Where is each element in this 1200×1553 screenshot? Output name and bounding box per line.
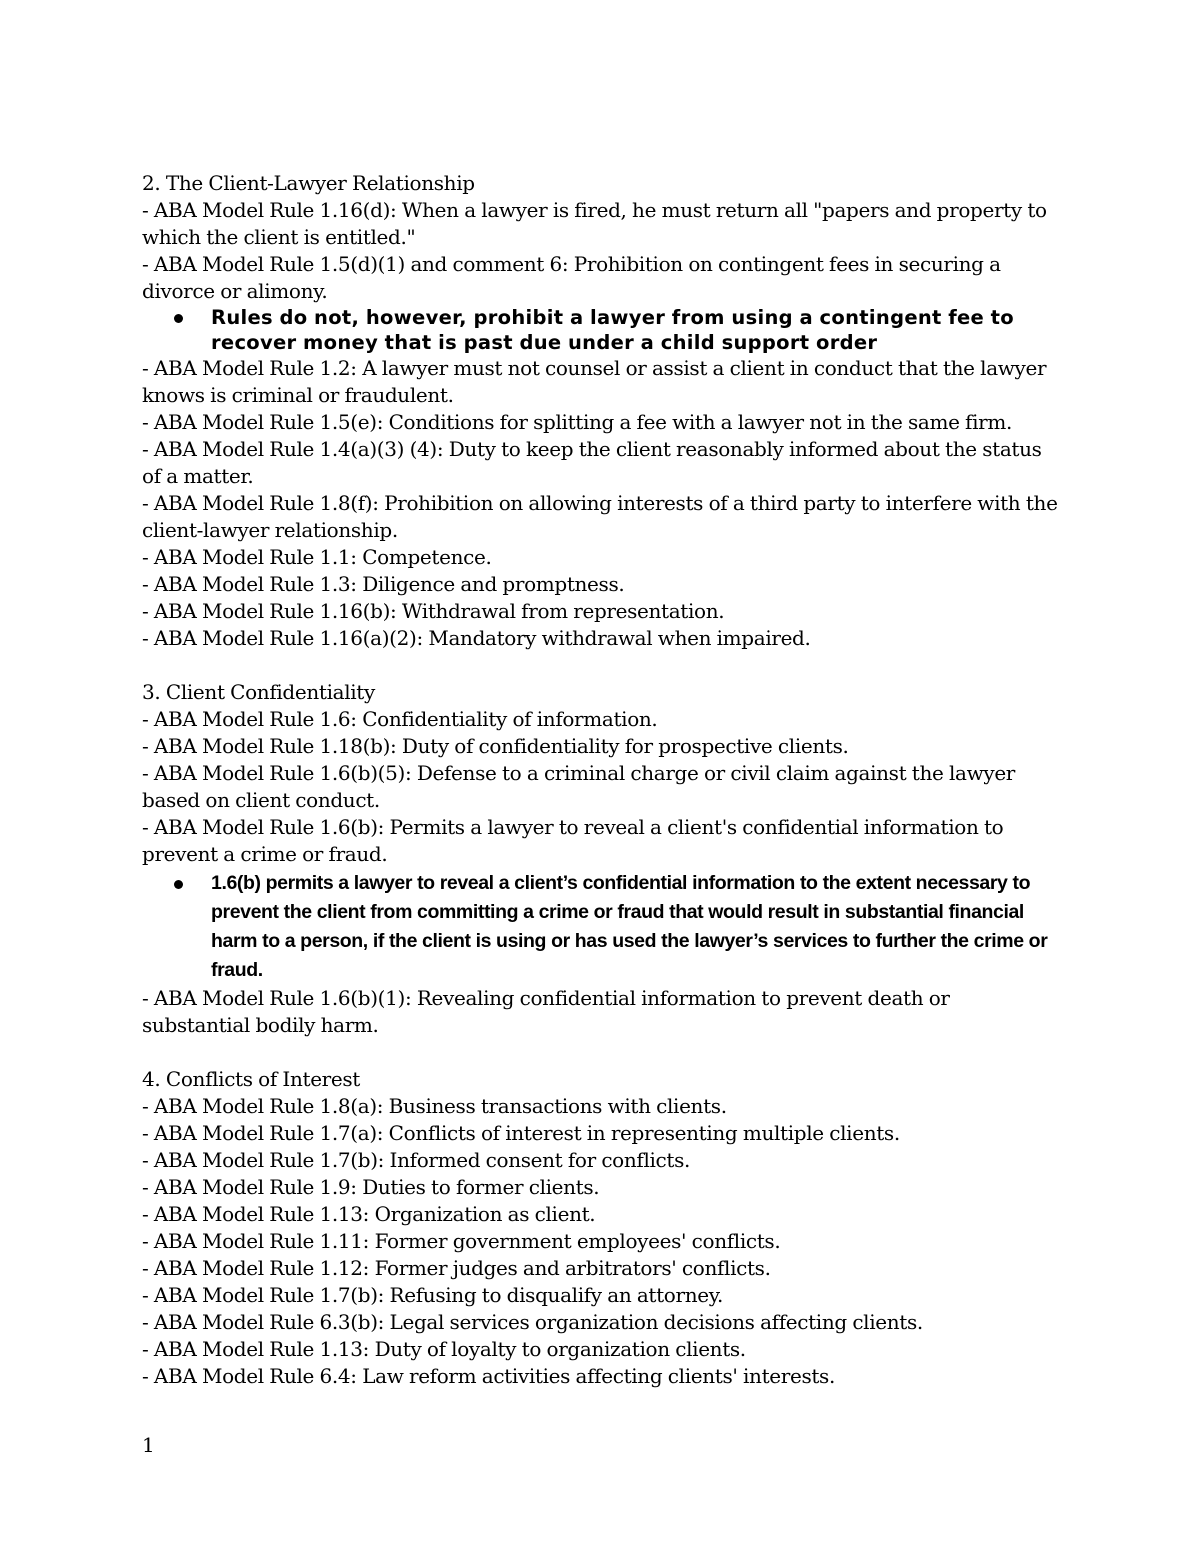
- rule-item: - ABA Model Rule 1.7(b): Refusing to disqualify an attorney.: [142, 1283, 724, 1307]
- rule-item: - ABA Model Rule 1.16(d): When a lawyer is fired, he must return all "papers and property to which the client is entitled.": [142, 198, 1047, 249]
- rule-item: - ABA Model Rule 1.12: Former judges and arbitrators' conflicts.: [142, 1256, 771, 1280]
- bullet-note: [142, 305, 1062, 355]
- rule-item: - ABA Model Rule 1.1: Competence.: [142, 545, 492, 569]
- page-number: 1: [142, 1433, 155, 1457]
- section-heading: 4. Conflicts of Interest: [142, 1067, 360, 1091]
- bullet-note: [142, 869, 1062, 985]
- section-heading: 3. Client Confidentiality: [142, 680, 375, 704]
- rule-item: - ABA Model Rule 1.6(b): Permits a lawyer to reveal a client's confidential information to prevent a crime or fraud.: [142, 815, 1004, 866]
- rule-item: - ABA Model Rule 1.16(a)(2): Mandatory withdrawal when impaired.: [142, 626, 811, 650]
- section-gap: [142, 652, 1062, 679]
- section-client-lawyer-relationship: [142, 170, 1062, 652]
- rule-item: - ABA Model Rule 1.6(b)(1): Revealing confidential information to prevent death or substantial bodily harm.: [142, 986, 950, 1037]
- rule-item: - ABA Model Rule 1.2: A lawyer must not counsel or assist a client in conduct that the lawyer knows is criminal or fraudulent.: [142, 356, 1047, 407]
- rule-item: - ABA Model Rule 1.16(b): Withdrawal from representation.: [142, 599, 725, 623]
- rule-item: - ABA Model Rule 1.13: Duty of loyalty to organization clients.: [142, 1337, 746, 1361]
- bullet-icon: [174, 314, 183, 323]
- rule-item: - ABA Model Rule 1.6(b)(5): Defense to a criminal charge or civil claim against the lawyer based on client conduct.: [142, 761, 1016, 812]
- bullet-text: 1.6(b) permits a lawyer to reveal a client’s confidential information to the extent necessary to prevent the client from committing a crime or fraud that would result in substantial financial harm to a person, if the client is using or has used the lawyer’s services to further the crime or fraud.: [211, 872, 1048, 981]
- section-heading: 2. The Client-Lawyer Relationship: [142, 171, 475, 195]
- rule-item: - ABA Model Rule 1.11: Former government employees' conflicts.: [142, 1229, 781, 1253]
- rule-item: - ABA Model Rule 1.6: Confidentiality of information.: [142, 707, 658, 731]
- section-conflicts-of-interest: [142, 1066, 1062, 1390]
- rule-item: - ABA Model Rule 6.3(b): Legal services organization decisions affecting clients.: [142, 1310, 923, 1334]
- rule-item: - ABA Model Rule 1.18(b): Duty of confidentiality for prospective clients.: [142, 734, 849, 758]
- rule-item: - ABA Model Rule 1.13: Organization as client.: [142, 1202, 596, 1226]
- bullet-icon: [174, 880, 183, 889]
- rule-item: - ABA Model Rule 1.7(a): Conflicts of interest in representing multiple clients.: [142, 1121, 900, 1145]
- bullet-text: Rules do not, however, prohibit a lawyer from using a contingent fee to recover money that is past due under a child support order: [211, 306, 1014, 354]
- section-gap: [142, 1039, 1062, 1066]
- section-client-confidentiality: [142, 679, 1062, 1039]
- rule-item: - ABA Model Rule 1.8(a): Business transactions with clients.: [142, 1094, 727, 1118]
- rule-item: - ABA Model Rule 1.4(a)(3) (4): Duty to keep the client reasonably informed about the status of a matter.: [142, 437, 1042, 488]
- rule-item: - ABA Model Rule 1.8(f): Prohibition on allowing interests of a third party to interfere with the client-lawyer relationship.: [142, 491, 1058, 542]
- rule-item: - ABA Model Rule 6.4: Law reform activities affecting clients' interests.: [142, 1364, 835, 1388]
- document-body: [142, 170, 1062, 1390]
- rule-item: - ABA Model Rule 1.9: Duties to former clients.: [142, 1175, 600, 1199]
- rule-item: - ABA Model Rule 1.3: Diligence and promptness.: [142, 572, 625, 596]
- rule-item: - ABA Model Rule 1.5(e): Conditions for splitting a fee with a lawyer not in the same firm.: [142, 410, 1012, 434]
- rule-item: - ABA Model Rule 1.5(d)(1) and comment 6: Prohibition on contingent fees in securing a divorce or alimony.: [142, 252, 1001, 303]
- rule-item: - ABA Model Rule 1.7(b): Informed consent for conflicts.: [142, 1148, 690, 1172]
